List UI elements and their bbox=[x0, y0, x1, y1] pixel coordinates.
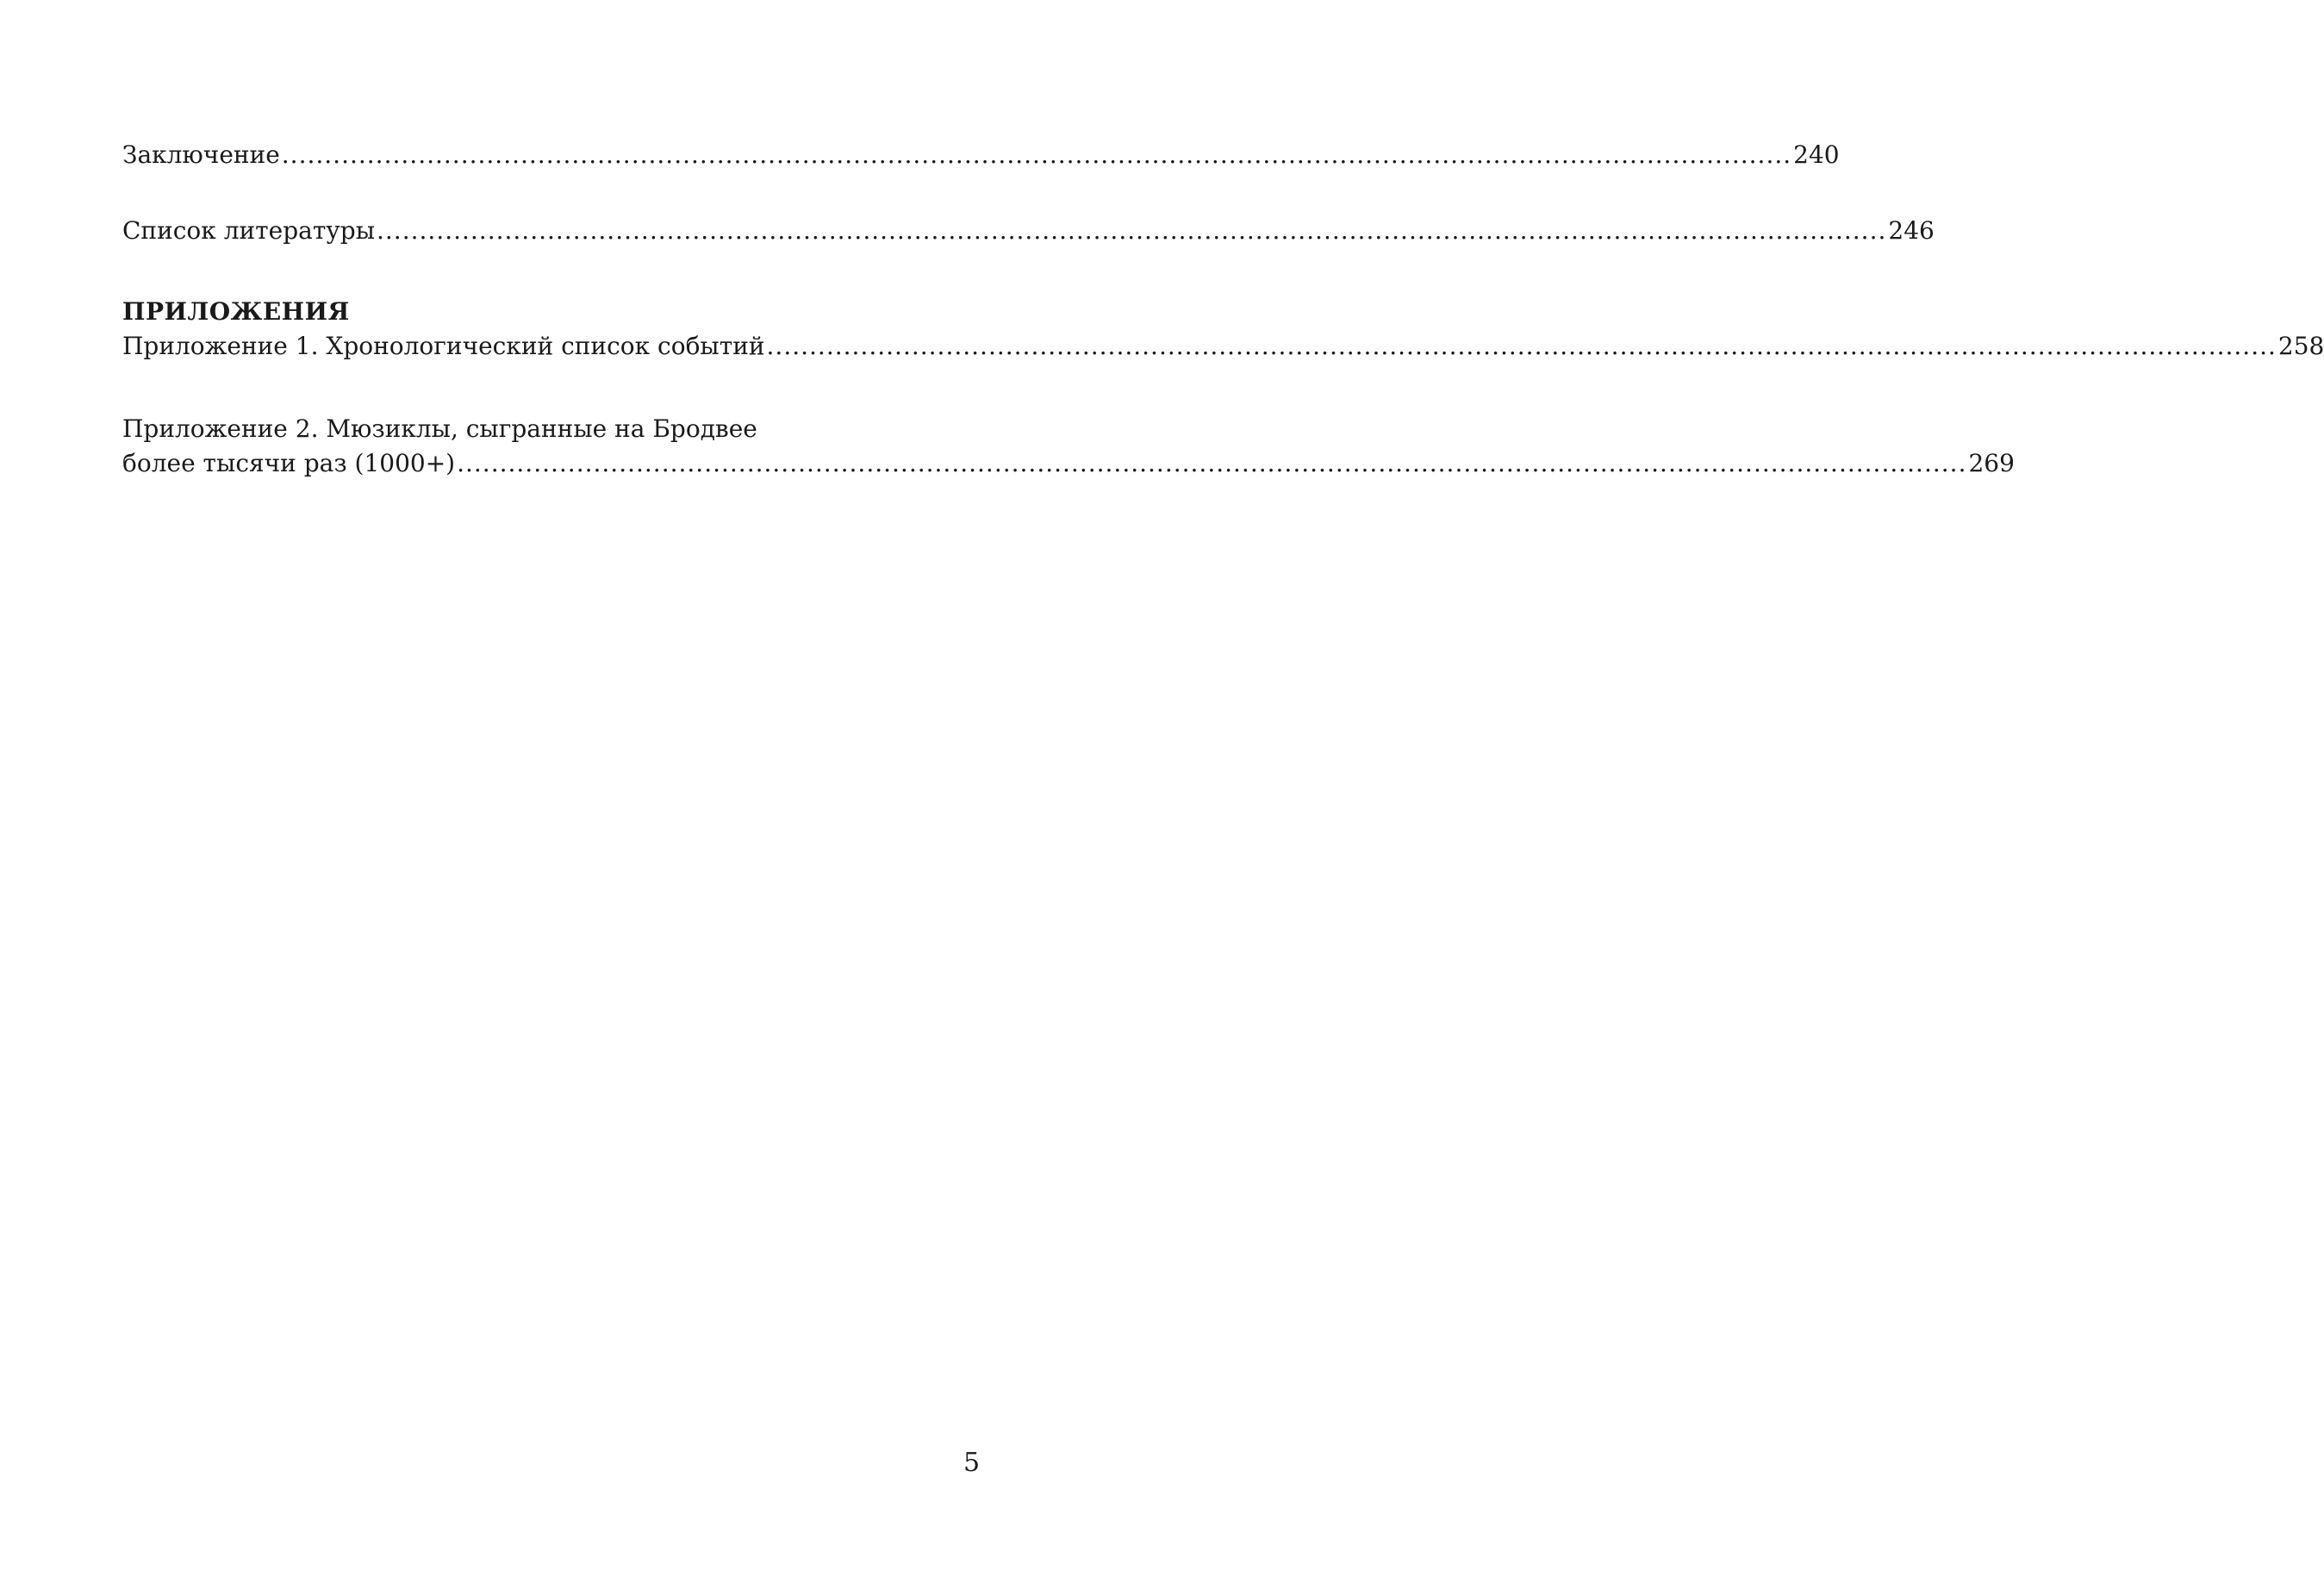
toc-entry-appendix-2 bbox=[122, 446, 2015, 481]
toc-entry-page: 246 bbox=[1888, 216, 1935, 245]
toc-entry-title: более тысячи раз (1000+) bbox=[122, 449, 456, 477]
toc-entry-bibliography bbox=[122, 214, 1935, 248]
toc-entry-page: 258 bbox=[2277, 332, 2324, 360]
toc-entry-conclusion bbox=[122, 138, 1840, 172]
section-heading-appendices: ПРИЛОЖЕНИЯ bbox=[122, 297, 350, 326]
toc-leader-dots: ................................................................................................................................................................................. bbox=[281, 140, 1792, 169]
toc-entry-appendix-2-title-line1: Приложение 2. Мюзиклы, сыгранные на Бродвее bbox=[122, 414, 757, 443]
toc-leader-dots: ................................................................................................................................................................................. bbox=[377, 216, 1887, 245]
toc-leader-dots: ................................................................................................................................................................................. bbox=[457, 449, 1967, 477]
page-number: 5 bbox=[963, 1448, 981, 1478]
toc-entry-title: Список литературы bbox=[122, 216, 375, 245]
toc-entry-title: Заключение bbox=[122, 140, 280, 169]
toc-entry-page: 269 bbox=[1968, 449, 2015, 477]
toc-entry-page: 240 bbox=[1793, 140, 1840, 169]
toc-entry-appendix-1 bbox=[122, 329, 2324, 364]
toc-entry-title: Приложение 1. Хронологический список событий bbox=[122, 332, 765, 360]
toc-leader-dots: ................................................................................................................................................................................. bbox=[766, 332, 2277, 360]
